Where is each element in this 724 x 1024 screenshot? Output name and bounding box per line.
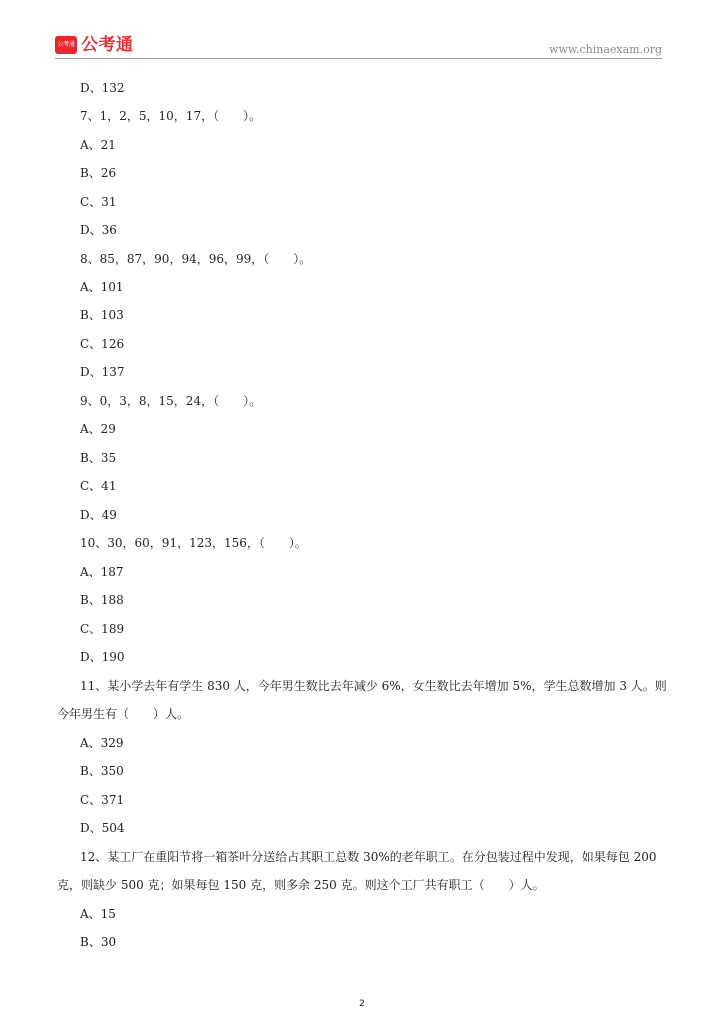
- option-d-q10: D、190: [80, 650, 125, 664]
- question-7: 7、1，2，5，10，17，（ ）。: [80, 109, 262, 123]
- logo-badge: 公考通: [55, 36, 77, 54]
- option-c-q8: C、126: [80, 337, 125, 351]
- question-11-continued: 今年男生有（ ）人。: [57, 707, 190, 721]
- option-a-q8: A、101: [80, 280, 124, 294]
- question-12: 12、某工厂在重阳节将一箱茶叶分送给占其职工总数 30%的老年职工。在分包装过程中发现，如果每包 200: [80, 850, 657, 864]
- option-a-q12: A、15: [80, 907, 116, 921]
- logo-text: 公考通: [81, 35, 134, 55]
- option-a-q7: A、21: [80, 138, 116, 152]
- question-11: 11、某小学去年有学生 830 人，今年男生数比去年减少 6%，女生数比去年增加 5%，学生总数增加 3 人。则: [80, 679, 667, 693]
- page-header: [55, 34, 662, 58]
- question-9: 9、0，3，8，15，24，（ ）。: [80, 394, 262, 408]
- option-b-q10: B、188: [80, 593, 124, 607]
- question-12-continued: 克，则缺少 500 克；如果每包 150 克，则多余 250 克。则这个工厂共有职工（ ）人。: [57, 878, 545, 892]
- option-c-q11: C、371: [80, 793, 125, 807]
- header-divider: [55, 58, 662, 59]
- option-d-q7: D、36: [80, 223, 117, 237]
- option-b-q11: B、350: [80, 764, 124, 778]
- option-b-q9: B、35: [80, 451, 117, 465]
- option-a-q11: A、329: [80, 736, 124, 750]
- option-d-q11: D、504: [80, 821, 125, 835]
- option-d-q9: D、49: [80, 508, 117, 522]
- question-10: 10、30，60，91，123，156，（ ）。: [80, 536, 307, 550]
- option-a-q9: A、29: [80, 422, 116, 436]
- option-d-q6: D、132: [80, 81, 125, 95]
- option-b-q12: B、30: [80, 935, 117, 949]
- site-url: www.chinaexam.org: [549, 43, 662, 56]
- option-a-q10: A、187: [80, 565, 124, 579]
- question-8: 8、85，87，90，94，96，99，（ ）。: [80, 252, 312, 266]
- option-c-q10: C、189: [80, 622, 125, 636]
- option-b-q7: B、26: [80, 166, 117, 180]
- option-c-q9: C、41: [80, 479, 117, 493]
- option-b-q8: B、103: [80, 308, 124, 322]
- option-d-q8: D、137: [80, 365, 125, 379]
- page-number: 2: [359, 999, 365, 1009]
- option-c-q7: C、31: [80, 195, 117, 209]
